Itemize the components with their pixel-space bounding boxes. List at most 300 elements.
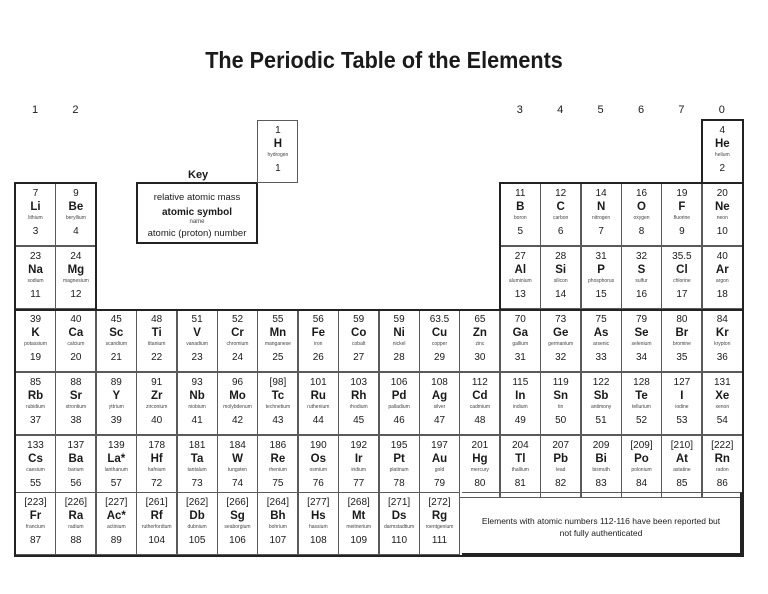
element-cell-pb xyxy=(540,435,581,498)
atomic-mass: 178 xyxy=(148,440,166,451)
element-cell-ba xyxy=(55,435,96,498)
element-cell-w xyxy=(217,435,258,498)
element-cell-la xyxy=(96,435,137,498)
element-cell-n xyxy=(581,183,622,246)
element-name: neon xyxy=(716,215,728,221)
element-name: krypton xyxy=(714,341,731,347)
element-name: tellurium xyxy=(632,404,651,410)
element-name: polonium xyxy=(631,467,652,473)
atomic-number: 49 xyxy=(514,415,526,426)
atomic-number: 75 xyxy=(272,478,284,489)
element-name: radon xyxy=(715,467,729,473)
element-name: francium xyxy=(25,524,46,530)
atomic-mass: 31 xyxy=(595,251,607,262)
atomic-symbol: N xyxy=(596,201,606,213)
atomic-mass: 24 xyxy=(70,251,82,262)
element-cell-sc xyxy=(96,309,137,372)
atomic-mass: 79 xyxy=(635,314,648,325)
atomic-number: 54 xyxy=(716,415,728,426)
atomic-symbol: He xyxy=(714,138,730,150)
atomic-symbol: W xyxy=(232,453,243,465)
atomic-mass: 28 xyxy=(555,251,567,262)
atomic-number: 50 xyxy=(555,415,567,426)
atomic-mass: [222] xyxy=(711,440,734,451)
element-name: antimony xyxy=(590,404,612,410)
element-name: actinium xyxy=(106,524,126,530)
atomic-mass: 112 xyxy=(471,377,488,388)
atomic-symbol: Zr xyxy=(150,390,163,402)
atomic-mass: [223] xyxy=(24,497,47,508)
element-name: carbon xyxy=(553,215,569,221)
element-name: zirconium xyxy=(145,404,168,410)
element-name: cobalt xyxy=(352,341,366,347)
element-name: platinum xyxy=(389,467,409,473)
element-cell-rh xyxy=(338,372,379,435)
atomic-mass: 7 xyxy=(32,188,39,199)
element-cell-ta xyxy=(177,435,218,498)
element-cell-sn xyxy=(540,372,581,435)
atomic-symbol: Ta xyxy=(190,453,204,465)
atomic-mass: 56 xyxy=(312,314,324,325)
element-name: silver xyxy=(433,404,446,410)
element-cell-bi xyxy=(581,435,622,498)
atomic-symbol: Po xyxy=(634,453,649,465)
atomic-symbol: Zn xyxy=(472,327,487,339)
element-name: astatine xyxy=(673,467,691,473)
element-cell-ac xyxy=(96,492,137,555)
atomic-mass: [227] xyxy=(105,497,128,508)
element-name: caesium xyxy=(26,467,45,473)
atomic-symbol: P xyxy=(597,264,605,276)
atomic-symbol: Ag xyxy=(431,390,448,402)
element-name: rhenium xyxy=(268,467,287,473)
atomic-mass: 122 xyxy=(592,377,610,388)
atomic-number: 11 xyxy=(30,289,41,300)
element-name: selenium xyxy=(631,341,652,347)
atomic-mass: 12 xyxy=(555,188,567,199)
element-name: darmstadtium xyxy=(383,524,415,530)
element-cell-pt xyxy=(379,435,420,498)
atomic-mass: 204 xyxy=(511,440,529,451)
atomic-mass: 27 xyxy=(514,251,526,262)
atomic-symbol: K xyxy=(31,327,40,339)
element-name: chlorine xyxy=(673,278,691,284)
group-label: 6 xyxy=(637,104,645,116)
atomic-symbol: Hg xyxy=(472,453,488,465)
atomic-number: 13 xyxy=(514,289,526,300)
atomic-mass: 84 xyxy=(716,314,728,325)
element-name: sodium xyxy=(27,278,44,284)
atomic-number: 73 xyxy=(191,478,203,489)
element-cell-ir xyxy=(338,435,379,498)
atomic-number: 51 xyxy=(595,415,607,426)
element-name: technetium xyxy=(265,404,291,410)
atomic-number: 19 xyxy=(29,352,42,363)
atomic-mass: [268] xyxy=(347,497,370,508)
element-name: xenon xyxy=(715,404,730,410)
atomic-number: 40 xyxy=(151,415,163,426)
element-name: boron xyxy=(513,215,527,221)
atomic-symbol: Au xyxy=(431,453,448,465)
atomic-symbol: Ds xyxy=(391,510,407,522)
element-cell-te xyxy=(621,372,662,435)
atomic-symbol: Ir xyxy=(354,453,363,465)
group-label: 3 xyxy=(516,104,523,116)
atomic-number: 25 xyxy=(272,352,284,363)
element-cell-se xyxy=(621,309,662,372)
atomic-number: 30 xyxy=(474,352,486,363)
element-name: cadmium xyxy=(469,404,491,410)
element-cell-rb xyxy=(15,372,56,435)
atomic-mass: 35.5 xyxy=(672,251,692,262)
atomic-number: 4 xyxy=(73,226,79,237)
atomic-symbol: Mn xyxy=(269,327,287,339)
atomic-symbol: Tl xyxy=(515,453,526,465)
element-cell-tl xyxy=(500,435,541,498)
atomic-number: 28 xyxy=(393,352,405,363)
atomic-symbol: Pt xyxy=(393,453,405,465)
atomic-number: 10 xyxy=(716,226,728,237)
atomic-number: 82 xyxy=(555,478,567,489)
atomic-mass: 131 xyxy=(713,377,731,388)
atomic-mass: 39 xyxy=(29,314,42,325)
element-name: aluminium xyxy=(508,278,532,284)
element-cell-rn xyxy=(702,435,743,498)
atomic-symbol: Hf xyxy=(150,453,163,465)
atomic-symbol: Rb xyxy=(27,390,44,402)
atomic-number: 79 xyxy=(433,478,446,489)
element-name: fluorine xyxy=(673,215,691,221)
element-cell-hf xyxy=(136,435,177,498)
element-name: bismuth xyxy=(592,467,610,473)
atomic-number: 48 xyxy=(474,415,486,426)
atomic-symbol: Br xyxy=(675,327,689,339)
element-name: copper xyxy=(431,341,448,347)
atomic-mass: 197 xyxy=(431,440,448,451)
atomic-number: 104 xyxy=(148,535,166,546)
atomic-symbol: Li xyxy=(30,201,41,213)
atomic-mass: 55 xyxy=(272,314,284,325)
element-cell-kr xyxy=(702,309,743,372)
element-cell-bh xyxy=(257,492,298,555)
element-cell-pd xyxy=(379,372,420,435)
atomic-symbol: Pb xyxy=(553,453,569,465)
element-cell-sg xyxy=(217,492,258,555)
element-name: rutherfordium xyxy=(141,524,172,530)
element-name: bromine xyxy=(672,341,691,347)
atomic-symbol: I xyxy=(680,390,684,402)
element-cell-rg xyxy=(419,492,460,555)
element-name: gallium xyxy=(512,341,529,347)
element-name: molybdenum xyxy=(223,404,252,410)
element-cell-b xyxy=(500,183,541,246)
atomic-number: 52 xyxy=(635,415,648,426)
atomic-symbol: Pd xyxy=(391,390,407,402)
atomic-number: 55 xyxy=(29,478,42,489)
element-cell-sb xyxy=(581,372,622,435)
atomic-mass: [266] xyxy=(226,497,249,508)
element-cell-ni xyxy=(379,309,420,372)
element-name: phosphorus xyxy=(588,278,615,284)
atomic-symbol: Db xyxy=(189,510,205,522)
element-cell-y xyxy=(96,372,137,435)
atomic-symbol: Sc xyxy=(109,327,124,339)
element-name: lanthanum xyxy=(104,467,128,473)
atomic-number: 18 xyxy=(716,289,728,300)
element-name: argon xyxy=(715,278,729,284)
atomic-mass: 4 xyxy=(719,125,726,136)
element-cell-he xyxy=(702,120,743,183)
atomic-mass: 70 xyxy=(514,314,526,325)
atomic-mass: 181 xyxy=(188,440,206,451)
element-name: indium xyxy=(512,404,528,410)
atomic-mass: 9 xyxy=(73,188,79,199)
atomic-symbol: Re xyxy=(270,453,286,465)
atomic-symbol: Mt xyxy=(351,510,366,522)
atomic-number: 26 xyxy=(312,352,324,363)
atomic-number: 29 xyxy=(433,352,446,363)
atomic-number: 23 xyxy=(191,352,203,363)
atomic-mass: 108 xyxy=(431,377,448,388)
atomic-symbol: Be xyxy=(68,201,84,213)
element-name: hassium xyxy=(308,524,328,530)
atomic-mass: 51 xyxy=(191,314,203,325)
atomic-symbol: La* xyxy=(107,453,126,465)
atomic-number: 38 xyxy=(70,415,82,426)
element-name: nitrogen xyxy=(592,215,611,221)
atomic-symbol: Cd xyxy=(472,390,488,402)
atomic-symbol: H xyxy=(273,138,283,150)
atomic-mass: 75 xyxy=(595,314,607,325)
element-cell-i xyxy=(661,372,702,435)
atomic-symbol: Fr xyxy=(29,510,42,522)
atomic-number: 85 xyxy=(676,478,688,489)
atomic-mass: 91 xyxy=(151,377,163,388)
atomic-number: 8 xyxy=(638,226,645,237)
atomic-symbol: Ca xyxy=(68,327,84,339)
atomic-number: 76 xyxy=(312,478,324,489)
element-name: ruthenium xyxy=(307,404,330,410)
atomic-symbol: Cu xyxy=(431,327,448,339)
atomic-symbol: Sn xyxy=(553,390,569,402)
atomic-number: 12 xyxy=(70,289,82,300)
element-cell-ra xyxy=(55,492,96,555)
atomic-mass: 59 xyxy=(393,314,405,325)
atomic-symbol: Sb xyxy=(593,390,609,402)
element-cell-f xyxy=(661,183,702,246)
atomic-number: 78 xyxy=(393,478,405,489)
atomic-number: 110 xyxy=(391,535,408,546)
atomic-symbol: C xyxy=(556,201,565,213)
element-cell-ge xyxy=(540,309,581,372)
atomic-number: 27 xyxy=(353,352,365,363)
atomic-mass: 48 xyxy=(151,314,163,325)
element-cell-si xyxy=(540,246,581,309)
atomic-symbol: Bi xyxy=(595,453,607,465)
atomic-mass: 63.5 xyxy=(429,314,450,325)
atomic-symbol: Ar xyxy=(715,264,729,276)
atomic-mass: 184 xyxy=(229,440,246,451)
atomic-mass: 127 xyxy=(673,377,691,388)
element-cell-mo xyxy=(217,372,258,435)
element-name: nickel xyxy=(392,341,406,347)
atomic-number: 34 xyxy=(635,352,648,363)
key-mass: relative atomic mass xyxy=(153,192,241,203)
group-label: 5 xyxy=(597,104,604,116)
atomic-mass: 133 xyxy=(27,440,44,451)
atomic-mass: [261] xyxy=(145,497,168,508)
atomic-mass: 14 xyxy=(595,188,607,199)
atomic-mass: [264] xyxy=(266,497,290,508)
element-cell-cd xyxy=(459,372,500,435)
element-cell-hg xyxy=(459,435,500,498)
element-cell-ti xyxy=(136,309,177,372)
atomic-symbol: In xyxy=(515,390,526,402)
atomic-number: 21 xyxy=(110,352,122,363)
atomic-mass: 195 xyxy=(390,440,408,451)
element-cell-h xyxy=(257,120,298,183)
element-cell-cs xyxy=(15,435,56,498)
element-name: tantalum xyxy=(187,467,207,473)
atomic-number: 46 xyxy=(393,415,405,426)
atomic-mass: [98] xyxy=(269,377,287,388)
atomic-mass: 106 xyxy=(390,377,408,388)
key-symbol: atomic symbol xyxy=(161,207,233,218)
atomic-number: 88 xyxy=(70,535,82,546)
element-cell-at xyxy=(661,435,702,498)
atomic-symbol: Rg xyxy=(431,510,448,522)
element-cell-li xyxy=(15,183,56,246)
atomic-mass: 209 xyxy=(592,440,610,451)
atomic-number: 6 xyxy=(557,226,564,237)
element-cell-mg xyxy=(55,246,96,309)
element-name: rhodium xyxy=(349,404,368,410)
atomic-symbol: Se xyxy=(634,327,649,339)
atomic-mass: 190 xyxy=(309,440,327,451)
atomic-symbol: O xyxy=(637,201,646,213)
atomic-number: 53 xyxy=(676,415,688,426)
atomic-mass: 186 xyxy=(269,440,287,451)
element-cell-nb xyxy=(177,372,218,435)
element-cell-ca xyxy=(55,309,96,372)
element-name: bohrium xyxy=(268,524,287,530)
element-cell-zr xyxy=(136,372,177,435)
element-name: beryllium xyxy=(65,215,86,221)
element-cell-ar xyxy=(702,246,743,309)
atomic-symbol: Mo xyxy=(229,390,246,402)
group-label: 7 xyxy=(678,104,685,116)
element-name: lithium xyxy=(28,215,43,221)
element-cell-na xyxy=(15,246,56,309)
atomic-number: 5 xyxy=(517,226,524,237)
atomic-mass: 137 xyxy=(67,440,85,451)
atomic-number: 17 xyxy=(676,289,688,300)
atomic-symbol: Mg xyxy=(67,264,85,276)
element-name: barium xyxy=(68,467,84,473)
atomic-symbol: Co xyxy=(351,327,367,339)
element-name: arsenic xyxy=(593,341,610,347)
atomic-mass: 20 xyxy=(716,188,728,199)
element-name: osmium xyxy=(309,467,328,473)
element-name: vanadium xyxy=(186,341,208,347)
element-name: tungsten xyxy=(227,467,248,473)
element-cell-re xyxy=(257,435,298,498)
atomic-mass: 23 xyxy=(29,251,42,262)
atomic-mass: 115 xyxy=(512,377,529,388)
atomic-number: 83 xyxy=(595,478,607,489)
element-cell-v xyxy=(177,309,218,372)
atomic-symbol: V xyxy=(193,327,201,339)
atomic-mass: 88 xyxy=(70,377,82,388)
atomic-mass: 1 xyxy=(275,125,281,136)
atomic-mass: [210] xyxy=(670,440,694,451)
atomic-symbol: Rf xyxy=(150,510,163,522)
element-name: silicon xyxy=(553,278,568,284)
element-name: radium xyxy=(68,524,84,530)
atomic-symbol: Sr xyxy=(69,390,82,402)
atomic-number: 77 xyxy=(353,478,365,489)
atomic-mass: 207 xyxy=(552,440,570,451)
atomic-mass: 40 xyxy=(716,251,728,262)
atomic-symbol: Na xyxy=(28,264,43,276)
atomic-number: 87 xyxy=(29,535,42,546)
element-cell-co xyxy=(338,309,379,372)
atomic-number: 3 xyxy=(32,226,39,237)
element-name: hafnium xyxy=(147,467,166,473)
atomic-number: 108 xyxy=(309,535,327,546)
atomic-mass: 32 xyxy=(635,251,648,262)
atomic-symbol: Xe xyxy=(715,390,730,402)
atomic-mass: 101 xyxy=(309,377,327,388)
atomic-symbol: Si xyxy=(555,264,567,276)
atomic-mass: [272] xyxy=(428,497,451,508)
atomic-number: 16 xyxy=(635,289,648,300)
atomic-number: 89 xyxy=(110,535,122,546)
atomic-mass: 85 xyxy=(29,377,42,388)
element-cell-cu xyxy=(419,309,460,372)
page-title: The Periodic Table of the Elements xyxy=(205,47,563,73)
element-name: zinc xyxy=(475,341,485,347)
atomic-symbol: Hs xyxy=(310,510,326,522)
element-cell-as xyxy=(581,309,622,372)
atomic-symbol: As xyxy=(593,327,609,339)
atomic-mass: 80 xyxy=(676,314,688,325)
atomic-number: 39 xyxy=(110,415,122,426)
element-cell-mn xyxy=(257,309,298,372)
element-name: niobium xyxy=(188,404,206,410)
atomic-symbol: At xyxy=(675,453,688,465)
atomic-number: 56 xyxy=(70,478,82,489)
atomic-number: 81 xyxy=(514,478,526,489)
key-name: name xyxy=(189,219,205,225)
atomic-symbol: S xyxy=(637,264,646,276)
element-cell-mt xyxy=(338,492,379,555)
atomic-symbol: Rh xyxy=(351,390,367,402)
element-cell-db xyxy=(177,492,218,555)
atomic-number: 84 xyxy=(635,478,648,489)
atomic-symbol: Ba xyxy=(68,453,84,465)
atomic-symbol: Os xyxy=(310,453,326,465)
atomic-mass: [262] xyxy=(185,497,209,508)
atomic-number: 20 xyxy=(70,352,82,363)
atomic-number: 107 xyxy=(269,535,287,546)
atomic-mass: 65 xyxy=(474,314,486,325)
atomic-number: 111 xyxy=(431,535,448,546)
element-cell-ru xyxy=(298,372,339,435)
element-name: thallium xyxy=(511,467,529,473)
element-name: calcium xyxy=(67,341,85,347)
atomic-number: 36 xyxy=(716,352,728,363)
